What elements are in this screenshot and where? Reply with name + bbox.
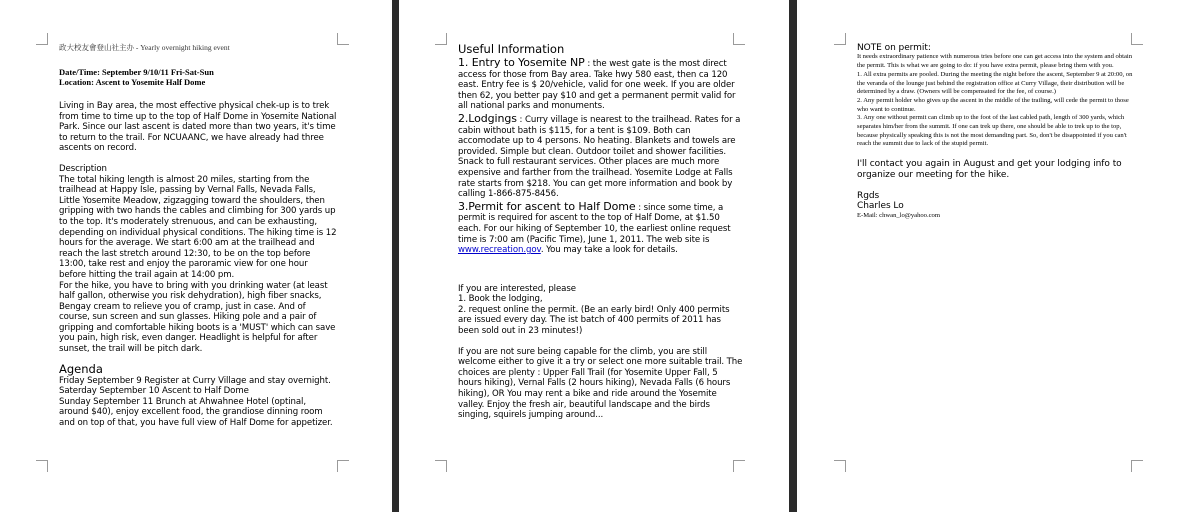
margin-corner-mark bbox=[834, 33, 846, 45]
lodging-title: 2.Lodgings bbox=[458, 111, 517, 125]
note-intro: It needs extraordinary patience with numerous tries before one can get access into the system and obtain the permit. This is what we are going to do: if you have extra permit, please bring them with you. bbox=[857, 53, 1133, 70]
agenda-friday: Friday September 9 Register at Curry Village and stay overnight. bbox=[59, 375, 331, 386]
alternatives-paragraph: If you are not sure being capable for the climb, you are still welcome either to give it a try or select one more suitable trail. The choices are plenty : Upper Fall Trail (for Yosemite Upper Fall, 5 hours hiking), Vernal Falls (2 hours hiking), Nevada Falls (6 hours hiking), OR You may rent a bike and ride around the Yosemite valley. Enjoy the fresh air, beautiful landscape and the birds singing, squirels jumping around... bbox=[458, 346, 743, 421]
agenda-sunday: Sunday September 11 Brunch at Ahwahnee Hotel (optinal, around $40), enjoy excellent food, the grandiose dinning room and on top of that, you have full view of Half Dome for appetizer. bbox=[59, 396, 333, 429]
interested-line-3: 2. request online the permit. (Be an early bird! Only 400 permits are issued every day. The ist batch of 400 permits of 2011 has been sold out in 23 minutes!) bbox=[458, 304, 730, 337]
page-gap-right bbox=[789, 0, 797, 512]
description-paragraph: The total hiking length is almost 20 miles, starting from the trailhead at Happy Isle, passing by Vernal Falls, Nevada Falls, Little Yosemite Meadow, zigzagging toward the shoulders, then gripping with two hands the cables and climbing for 300 yards up to the top. It's moderately strenuous, and can be exhausting, depending on individual physical conditions. The hiking time is 12 hours for the average. We start 6:00 am at the trailhead and reach the last stretch around 12:30, to be on the top before 13:00, take rest and enjoy the paroramic view for one hour before hitting the trail again at 14:00 pm. bbox=[59, 174, 337, 280]
location-line: Location: Ascent to Yosemite Half Dome bbox=[59, 77, 206, 87]
note-item-3: 3. Any one without permit can climb up to the foot of the last cabled path, length of 300 yards, which separates him/her from the summit. If one can trek up there, one should be able to trek up to the top, because physically speaking this is not the most demanding part. So, don't be disappointed if you can't reach the summit due to lack of the stupid permit. bbox=[857, 114, 1127, 148]
signature-name: Charles Lo bbox=[857, 201, 904, 212]
entry-title: 1. Entry to Yosemite NP bbox=[458, 56, 585, 69]
document-page-1 bbox=[0, 0, 392, 512]
email-line: E-Mail: chwan_lo@yahoo.com bbox=[857, 211, 940, 219]
interested-line-1: If you are interested, please bbox=[458, 283, 576, 294]
margin-corner-mark bbox=[733, 460, 745, 472]
lodging-text: : Curry village is nearest to the trailhead. Rates for a cabin without bath is $115, for a tent is $109. Both can accomodate up to 4 persons. No heating. Blankets and towels are provided. Simple but clean. Outdoor toilet and shower facilities. Snack to full restaurant services. Other places are much more expensive and farther from the trailhead. Yosemite Lodge at Falls rate starts from $218. You can get more information and book by calling 1-866-875-8456. bbox=[458, 114, 741, 200]
useful-info-heading: Useful Information bbox=[458, 42, 565, 56]
page-1-content bbox=[59, 43, 337, 429]
margin-corner-mark bbox=[36, 33, 48, 45]
entry-text: : the west gate is the most direct access for those from Bay area. Take hwy 580 east, then ca 120 east. Entry fee is $ 20/vehicle, valid for one week. If you are older then 62, you better pay $10 and get a permanent permit valid for all national parks and monuments. bbox=[458, 59, 736, 112]
permit-tail: . You may take a look for details. bbox=[540, 245, 678, 256]
regards: Rgds bbox=[857, 190, 880, 201]
note-item-1: 1. All extra permits are pooled. During the meeting the night before the ascent, September 9 at 20:00, on the veranda of the lounge just behind the registration office at Curry Village, their distribution will be determined by a draw. (Owners will be compensated for the fee, of course.) bbox=[857, 70, 1133, 96]
margin-corner-mark bbox=[834, 460, 846, 472]
document-page-3 bbox=[797, 0, 1182, 512]
document-page-2 bbox=[399, 0, 789, 512]
agenda-heading: Agenda bbox=[59, 361, 103, 376]
margin-corner-mark bbox=[337, 33, 349, 45]
page-3-content bbox=[857, 43, 1137, 220]
margin-corner-mark bbox=[435, 33, 447, 45]
permit-title: 3.Permit for ascent to Half Dome bbox=[458, 199, 636, 213]
event-header: 政大校友會登山社主办 - Yearly overnight hiking event bbox=[59, 43, 230, 52]
description-heading: Description bbox=[59, 163, 107, 174]
margin-corner-mark bbox=[337, 460, 349, 472]
page-2-content bbox=[458, 43, 743, 421]
margin-corner-mark bbox=[1131, 460, 1143, 472]
interested-line-2: 1. Book the lodging, bbox=[458, 294, 543, 305]
note-heading: NOTE on permit: bbox=[857, 43, 931, 53]
recreation-gov-link[interactable]: www.recreation.gov bbox=[458, 245, 541, 256]
permit-text: : since some time, a permit is required for ascent to the top of Half Dome, at $1.50 each. For our hiking of September 10, the earliest online request time is 7:00 am (Pacific Time), June 1, 2011. The web site is bbox=[458, 202, 731, 245]
equipment-paragraph: For the hike, you have to bring with you drinking water (at least half gallon, otherwise you risk dehydration), high fiber snacks, Bengay cream to relieve you of cramp, just in case. And of course, sun screen and sun glasses. Hiking pole and a pair of gripping and comfortable hiking boots is a 'MUST' which can save you pain, high risk, even danger. Headlight is helpful for after sunset, the trail will be pitch dark. bbox=[59, 280, 336, 355]
page-gap-left bbox=[392, 0, 399, 512]
intro-paragraph: Living in Bay area, the most effective physical chek-up is to trek from time to time up to the top of Half Dome in Yosemite National Park. Since our last ascent is dated more than two years, it's time to return to the trail. For NCUAANC, we have already had three ascents on record. bbox=[59, 101, 337, 154]
date-line: Date/Time: September 9/10/11 Fri-Sat-Sun bbox=[59, 67, 214, 77]
contact-paragraph: I'll contact you again in August and get your lodging info to organize our meeting for the hike. bbox=[857, 159, 1122, 180]
margin-corner-mark bbox=[36, 460, 48, 472]
note-item-2: 2. Any permit holder who gives up the ascent in the middle of the trailing, will cede the permit to those who want to continue. bbox=[857, 96, 1129, 113]
margin-corner-mark bbox=[435, 460, 447, 472]
agenda-saturday: Saterday September 10 Ascent to Half Dome bbox=[59, 386, 249, 397]
